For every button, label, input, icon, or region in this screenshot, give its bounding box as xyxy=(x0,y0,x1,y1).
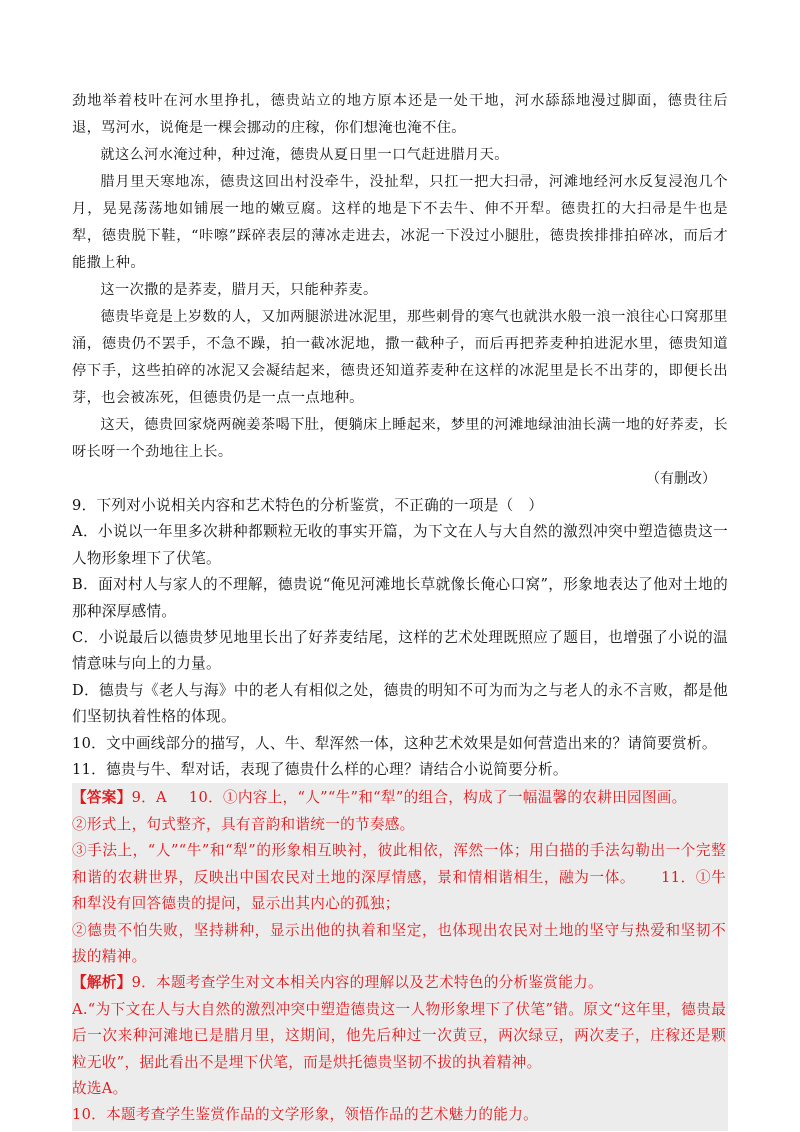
analysis-9-choice: 故选A。 xyxy=(72,1079,128,1097)
document-page xyxy=(72,88,728,1131)
answer-11-part-2: ②德贵不怕失败，坚持耕种，显示出他的执着和坚定，也体现出农民对土地的坚守与热爱和坚韧不拔的精神。 xyxy=(72,921,726,965)
answer-line xyxy=(72,785,726,811)
story-paragraph: 德贵毕竟是上岁数的人，又加两腿淤进冰泥里，那些刺骨的寒气也就洪水般一浪一浪往心口窝那里涌，德贵仍不罢手，不急不躁，拍一截冰泥地，撒一截种子，而后再把荞麦种拍进泥水里，德贵知道停下手，这些拍碎的冰泥又会凝结起来，德贵还知道荞麦种在这样的冰泥里是长不出芽的，即便长出芽，也会被冻死，但德贵仍是一点一点地种。 xyxy=(72,309,728,406)
abridged-note: （有删改） xyxy=(646,471,716,487)
answer-tag: 【答案】 xyxy=(72,789,132,807)
answer-9: 9．A xyxy=(131,789,167,807)
answer-block xyxy=(72,783,728,1130)
story-paragraph: 这天，德贵回家烧两碗姜茶喝下肚，便躺床上睡起来，梦里的河滩地绿油油长满一地的好荞麦，长呀长呀一个劲地往上长。 xyxy=(72,417,728,460)
story-paragraph: 就这么河水淹过种，种过淹，德贵从夏日里一口气赶进腊月天。 xyxy=(100,147,509,163)
question-10: 10．文中画线部分的描写，人、牛、犁浑然一体，这种艺术效果是如何营造出来的？请简要赏析。 xyxy=(72,734,717,752)
analysis-10-intro: 10．本题考查学生鉴赏作品的文学形象，领悟作品的艺术魅力的能力。 xyxy=(72,1106,538,1124)
option-c: C．小说最后以德贵梦见地里长出了好荞麦结尾，这样的艺术处理既照应了题目，也增强了小说的温情意味与向上的力量。 xyxy=(72,629,728,673)
story-excerpt xyxy=(72,88,728,493)
story-paragraph: 劲地举着枝叶在河水里挣扎，德贵站立的地方原本还是一处干地，河水舔舔地漫过脚面，德贵往后退，骂河水，说俺是一棵会挪动的庄稼，你们想淹也淹不住。 xyxy=(72,93,728,136)
answer-10-part-2: ②形式上，句式整齐，具有音韵和谐统一的节奏感。 xyxy=(72,815,415,833)
analysis-line xyxy=(72,970,726,996)
analysis-9-intro: 9．本题考查学生对文本相关内容的理解以及艺术特色的分析鉴赏能力。 xyxy=(131,974,603,992)
option-d: D．德贵与《老人与海》中的老人有相似之处，德贵的明知不可为而为之与老人的永不言败，都是他们坚韧执着性格的体现。 xyxy=(72,681,728,726)
analysis-tag: 【解析】 xyxy=(72,974,132,992)
option-a: A．小说以一年里多次耕种都颗粒无收的事实开篇，为下文在人与大自然的激烈冲突中塑造德贵这一人物形象埋下了伏笔。 xyxy=(72,523,728,567)
option-b: B．面对村人与家人的不理解，德贵说“俺见河滩地长草就像长俺心口窝”，形象地表达了他对土地的那种深厚感情。 xyxy=(72,576,728,620)
answer-11-part-1: 11．①牛和犁没有回答德贵的提问，显示出其内心的孤独； xyxy=(72,868,726,913)
analysis-9-detail: A.“为下文在人与大自然的激烈冲突中塑造德贵这一人物形象埋下了伏笔”错。原文“这年里，德贵最后一次来种河滩地已是腊月里，这期间，他先后种过一次黄豆，两次绿豆，两次麦子，庄稼还是颗粒无收”，据此看出不是埋下伏笔，而是烘托德贵坚韧不拔的执着精神。 xyxy=(72,1000,726,1071)
story-paragraph: 腊月里天寒地冻，德贵这回出村没牵牛，没扯犁，只扛一把大扫帚，河滩地经河水反复浸泡几个月，晃晃荡荡地如铺展一地的嫩豆腐。这样的地是下不去牛、伸不开犁。德贵扛的大扫帚是牛也是犁，德贵脱下鞋，“咔嚓”踩碎表层的薄冰走进去，冰泥一下没过小腿肚，德贵挨排排拍碎冰，而后才能撒上种。 xyxy=(72,174,728,271)
answer-10-part-3: ③手法上，“人”“牛”和“犁”的形象相互映衬，彼此相依，浑然一体；用白描的手法勾勒出一个完整和谐的农耕世界，反映出中国农民对土地的深厚情感，景和情相谐相生，融为一体。 xyxy=(72,842,726,886)
question-list xyxy=(72,493,728,783)
question-9: 9．下列对小说相关内容和艺术特色的分析鉴赏，不正确的一项是（ ） xyxy=(72,497,544,514)
answer-10-part-1: 10．①内容上，“人”“牛”和“犁”的组合，构成了一幅温馨的农耕田园图画。 xyxy=(188,789,687,807)
answer-line xyxy=(72,838,726,917)
story-paragraph: 这一次撒的是荞麦，腊月天，只能种荞麦。 xyxy=(100,282,378,298)
question-11: 11．德贵与牛、犁对话，表现了德贵什么样的心理？请结合小说简要分析。 xyxy=(72,761,568,779)
